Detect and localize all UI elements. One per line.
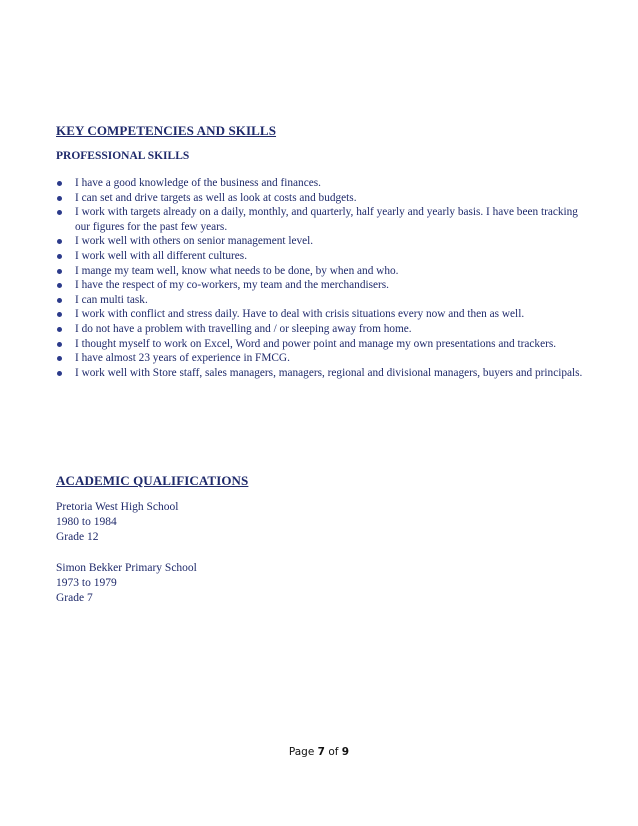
total-pages: 9 xyxy=(341,746,350,758)
school-years: 1973 to 1979 xyxy=(56,577,117,590)
school-grade: Grade 12 xyxy=(56,531,99,544)
list-item xyxy=(56,264,586,279)
list-item-text: I work with conflict and stress daily. Have to deal with crisis situations every now and then as well. xyxy=(75,308,525,321)
list-item xyxy=(56,176,586,191)
bullet-icon xyxy=(57,312,62,317)
list-item-text: I mange my team well, know what needs to be done, by when and who. xyxy=(75,264,399,277)
bullet-icon xyxy=(57,269,62,274)
school-entry xyxy=(56,561,456,607)
school-years: 1980 to 1984 xyxy=(56,516,117,529)
list-item xyxy=(56,205,586,234)
bullet-icon xyxy=(57,196,62,201)
list-item xyxy=(56,249,586,264)
list-item-text: I have the respect of my co-workers, my team and the merchandisers. xyxy=(75,279,389,292)
skills-list xyxy=(56,176,586,380)
list-item xyxy=(56,307,586,322)
bullet-icon xyxy=(57,181,62,186)
list-item-text: I do not have a problem with travelling and / or sleeping away from home. xyxy=(75,322,412,335)
school-name: Pretoria West High School xyxy=(56,501,179,513)
list-item-text: I work well with Store staff, sales managers, managers, regional and divisional managers, buyers and principals. xyxy=(75,366,583,379)
page-label: Page xyxy=(288,746,315,758)
list-item-text: I work with targets already on a daily, monthly, and quarterly, half yearly and yearly basis. I have been tracking our figures for the past few years. xyxy=(75,206,578,233)
bullet-icon xyxy=(57,327,62,332)
list-item-text: I have a good knowledge of the business and finances. xyxy=(75,177,321,189)
bullet-icon xyxy=(57,342,62,347)
current-page: 7 xyxy=(317,746,325,758)
bullet-icon xyxy=(57,239,62,244)
of-label: of xyxy=(328,746,339,758)
list-item-text: I can multi task. xyxy=(75,293,148,306)
bullet-icon xyxy=(57,210,62,215)
school-entry xyxy=(56,500,456,546)
bullet-icon xyxy=(57,371,62,376)
school-grade: Grade 7 xyxy=(56,592,93,605)
list-item-text: I thought myself to work on Excel, Word and power point and manage my own presentations and trackers. xyxy=(75,337,557,350)
academic-heading: ACADEMIC QUALIFICATIONS xyxy=(56,473,249,488)
list-item xyxy=(56,278,586,293)
school-name: Simon Bekker Primary School xyxy=(56,562,197,574)
bullet-icon xyxy=(57,298,62,303)
competencies-heading: KEY COMPETENCIES AND SKILLS xyxy=(56,123,277,138)
list-item-text: I work well with all different cultures. xyxy=(75,249,248,262)
list-item-text: I work well with others on senior management level. xyxy=(75,235,314,248)
list-item xyxy=(56,337,586,352)
list-item xyxy=(56,234,586,249)
professional-skills-subheading: PROFESSIONAL SKILLS xyxy=(56,150,190,162)
list-item xyxy=(56,191,586,206)
list-item xyxy=(56,322,586,337)
list-item xyxy=(56,293,586,308)
list-item-text: I have almost 23 years of experience in FMCG. xyxy=(75,352,290,365)
list-item xyxy=(56,351,586,366)
page-number-footer xyxy=(0,746,638,758)
bullet-icon xyxy=(57,254,62,259)
list-item-text: I can set and drive targets as well as look at costs and budgets. xyxy=(75,191,357,204)
bullet-icon xyxy=(57,356,62,361)
bullet-icon xyxy=(57,283,62,288)
list-item xyxy=(56,366,586,381)
